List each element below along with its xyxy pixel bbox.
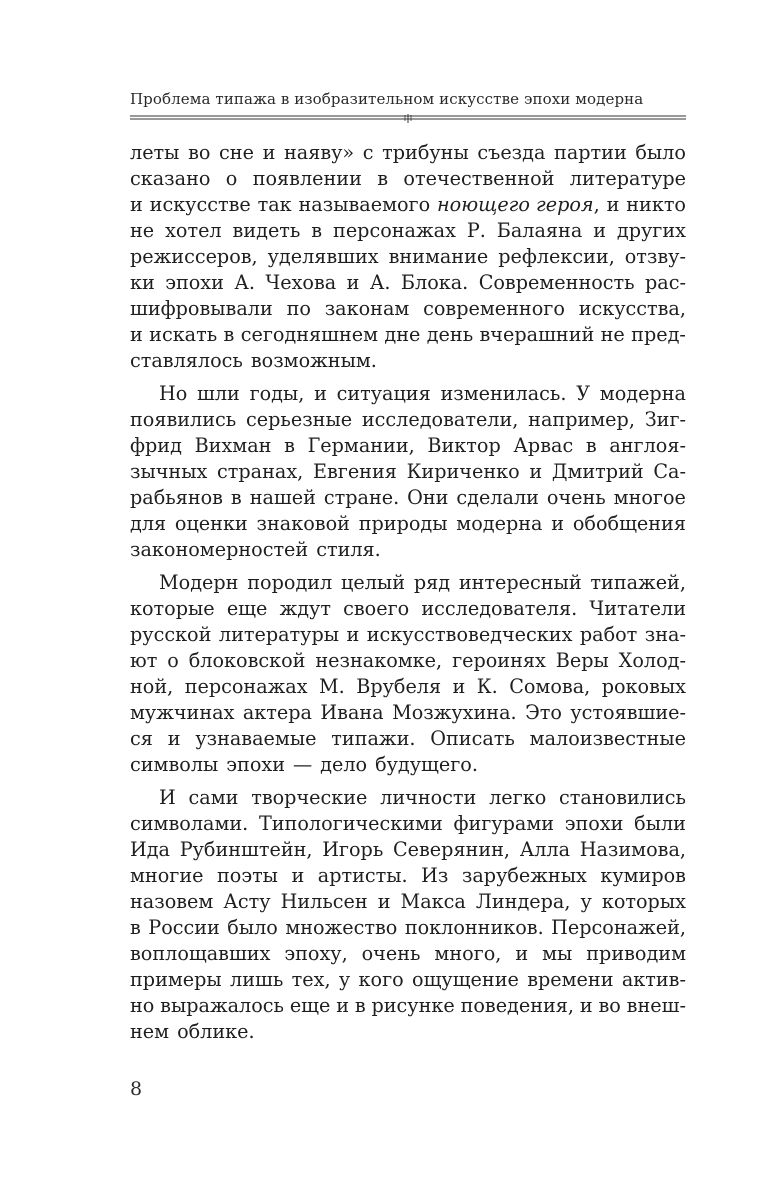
text-line: ки эпохи А. Чехова и А. Блока. Современность рас- <box>130 271 686 294</box>
text-line: шифровывали по законам современного искусства, <box>130 297 686 320</box>
text-line: сказано о появлении в отечественной литературе <box>130 167 686 190</box>
text-line: не хотел видеть в персонажах Р. Балаяна и других <box>130 219 686 242</box>
text-line: русской литературы и искусствоведческих работ зна- <box>130 623 686 646</box>
paragraph <box>130 570 686 778</box>
text-line: назовем Асту Нильсен и Макса Линдера, у которых <box>130 890 686 913</box>
text-line: Ида Рубинштейн, Игорь Северянин, Алла Назимова, <box>130 838 686 861</box>
text-line: нем облике. <box>130 1020 255 1043</box>
text-line: режиссеров, уделявших внимание рефлексии, отзву- <box>130 245 686 268</box>
text-line: леты во сне и наяву» с трибуны съезда партии было <box>130 141 686 164</box>
text-line: ставлялось возможным. <box>130 349 377 372</box>
text-line: воплощавших эпоху, очень много, и мы приводим <box>130 942 686 965</box>
paragraph <box>130 785 686 1045</box>
text-line: ют о блоковской незнакомке, героинях Веры Холод- <box>130 649 686 672</box>
text-line: для оценки знаковой природы модерна и обобщения <box>130 512 686 535</box>
text-line: в России было множество поклонников. Персонажей, <box>130 916 686 939</box>
text-line: Модерн породил целый ряд интересный типажей, <box>159 571 686 594</box>
text-line: и искать в сегодняшнем дне день вчерашний не пред- <box>130 323 686 346</box>
text-line: закономерностей стиля. <box>130 538 381 561</box>
paragraph <box>130 381 686 563</box>
text-line: которые еще ждут своего исследователя. Читатели <box>130 597 686 620</box>
text-line: символы эпохи — дело будущего. <box>130 753 478 776</box>
running-header: Проблема типажа в изобразительном искусстве эпохи модерна <box>130 90 644 108</box>
text-line: зычных странах, Евгения Кириченко и Дмитрий Са- <box>130 460 686 483</box>
text-line: ся и узнаваемые типажи. Описать малоизвестные <box>130 727 686 750</box>
text-line: И сами творческие личности легко становились <box>159 786 686 809</box>
text-line: Но шли годы, и ситуация изменилась. У модерна <box>159 382 686 405</box>
text-line: мужчинах актера Ивана Мозжухина. Это устоявшие- <box>130 701 686 724</box>
body-text <box>130 140 686 1052</box>
header-rule <box>130 114 686 124</box>
text-line: но выражалось еще и в рисунке поведения, и во внеш- <box>130 994 686 1017</box>
page-number: 8 <box>130 1078 143 1100</box>
paragraph <box>130 140 686 374</box>
text-line: фрид Вихман в Германии, Виктор Арвас в англоя- <box>130 434 686 457</box>
text-line: ной, персонажах М. Врубеля и К. Сомова, роковых <box>130 675 686 698</box>
text-line: примеры лишь тех, у кого ощущение времени актив- <box>130 968 686 991</box>
text-line: рабьянов в нашей стране. Они сделали очень многое <box>130 486 686 509</box>
text-line: и искусстве так называемого ноющего героя, и никто <box>130 193 686 216</box>
text-line: символами. Типологическими фигурами эпохи были <box>130 812 686 835</box>
text-line: появились серьезные исследователи, например, Зиг- <box>130 408 686 431</box>
text-line: многие поэты и артисты. Из зарубежных кумиров <box>130 864 686 887</box>
